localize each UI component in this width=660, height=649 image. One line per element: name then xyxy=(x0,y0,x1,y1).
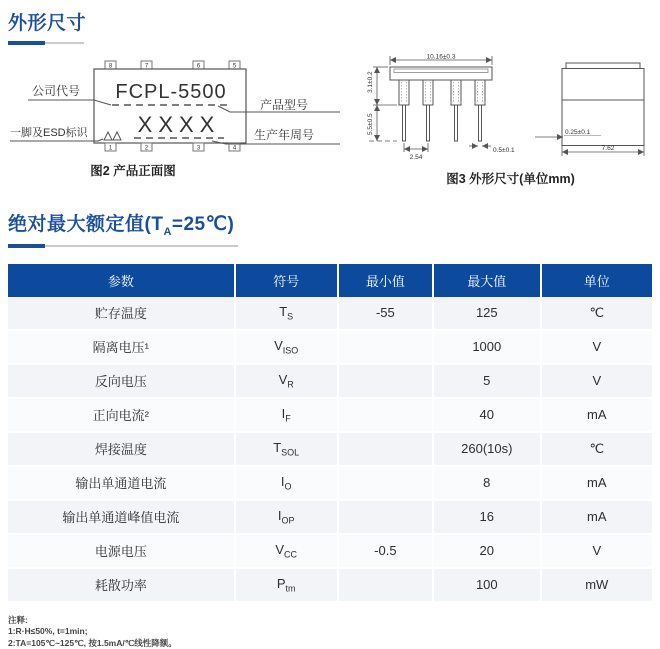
pin-number: 2 xyxy=(144,145,149,152)
cell-max: 16 xyxy=(433,500,541,534)
header-unit: 单位 xyxy=(541,264,652,297)
table-row xyxy=(8,398,652,432)
cell-max: 20 xyxy=(433,534,541,568)
section-title-absolute-max-ratings: 绝对最大额定值$(T_A=25℃)$ xyxy=(8,214,235,238)
footnotes xyxy=(8,615,652,649)
figures-row xyxy=(8,53,652,187)
cell-max: 100 xyxy=(433,568,541,602)
cell-unit: ℃ xyxy=(541,432,652,466)
cell-min xyxy=(338,432,433,466)
cell-min xyxy=(338,398,433,432)
table-row xyxy=(8,432,652,466)
date-code-marking: XXXX xyxy=(137,112,221,137)
cell-min xyxy=(338,568,433,602)
cell-parameter: 反向电压 xyxy=(8,364,235,398)
footnote-1: 1:R·H≤50%, t=1min; xyxy=(8,626,88,637)
part-number-marking: FCPL-5500 xyxy=(115,81,227,103)
cell-min xyxy=(338,330,433,364)
dim-standoff: 0.25±0.1 xyxy=(565,129,591,136)
cell-symbol: $I_{OP}$ xyxy=(235,500,338,534)
cell-symbol: $V_{ISO}$ xyxy=(235,330,338,364)
cell-min xyxy=(338,364,433,398)
cell-min xyxy=(338,466,433,500)
pin-number: 7 xyxy=(144,63,149,70)
section-divider xyxy=(8,244,238,248)
cell-parameter: 耗散功率 xyxy=(8,568,235,602)
table-row xyxy=(8,364,652,398)
section-divider xyxy=(8,41,84,45)
pin-number: 1 xyxy=(108,145,113,152)
table-row xyxy=(8,297,652,330)
cell-unit: mA xyxy=(541,466,652,500)
cell-parameter: 电源电压 xyxy=(8,534,235,568)
cell-parameter: 焊接温度 xyxy=(8,432,235,466)
table-row xyxy=(8,466,652,500)
cell-unit: ℃ xyxy=(541,297,652,330)
label-company-code: 公司代号 xyxy=(32,84,81,98)
cell-symbol: $V_R$ xyxy=(235,364,338,398)
dim-pitch: 2.54 xyxy=(409,154,423,161)
figure3-outline-dimensions xyxy=(363,53,658,187)
header-min: 最小值 xyxy=(338,264,433,297)
table-row xyxy=(8,568,652,602)
cell-symbol: $I_F$ xyxy=(235,398,338,432)
cell-unit: V xyxy=(541,364,652,398)
cell-unit: mA xyxy=(541,500,652,534)
cell-unit: mA xyxy=(541,398,652,432)
cell-max: 125 xyxy=(433,297,541,330)
cell-max: 1000 xyxy=(433,330,541,364)
label-product-model: 产品型号 xyxy=(260,98,309,112)
pin-number: 5 xyxy=(232,63,237,70)
pin-number: 4 xyxy=(232,145,237,152)
figure2-drawing-icon xyxy=(8,53,353,157)
cell-parameter: 贮存温度 xyxy=(8,297,235,330)
cell-parameter: 隔离电压¹ xyxy=(8,330,235,364)
cell-parameter: 正向电流² xyxy=(8,398,235,432)
dim-width: 10.16±0.3 xyxy=(426,53,456,61)
figure2-caption: 图2 产品正面图 xyxy=(90,164,176,178)
absolute-max-ratings-table xyxy=(8,264,652,603)
pin-number: 3 xyxy=(196,145,201,152)
cell-min: -55 xyxy=(338,297,433,330)
cell-max: 260(10s) xyxy=(433,432,541,466)
figure3-caption: 图3 外形尺寸(单位mm) xyxy=(446,172,575,186)
section-title-outline-dimensions: 外形尺寸 xyxy=(8,13,87,34)
cell-min: -0.5 xyxy=(338,534,433,568)
cell-symbol: $I_O$ xyxy=(235,466,338,500)
cell-symbol: $T_{SOL}$ xyxy=(235,432,338,466)
footnote-2: 2:TA=105℃~125℃, 按1.5mA/℃线性降额。 xyxy=(8,637,177,648)
cell-max: 5 xyxy=(433,364,541,398)
cell-unit: V xyxy=(541,330,652,364)
table-header-row xyxy=(8,264,652,297)
cell-unit: mW xyxy=(541,568,652,602)
label-pin1-esd: 一脚及ESD标识 xyxy=(10,127,88,139)
cell-parameter: 输出单通道电流 xyxy=(8,466,235,500)
label-year-week: 生产年周号 xyxy=(254,128,315,142)
footnote-title: 注释: xyxy=(8,614,28,625)
cell-max: 8 xyxy=(433,466,541,500)
figure2-product-front-view xyxy=(8,53,353,179)
figure3-drawing-icon xyxy=(363,53,658,165)
pin-number: 8 xyxy=(108,63,113,70)
table-row xyxy=(8,500,652,534)
table-row xyxy=(8,330,652,364)
pin-number: 6 xyxy=(196,63,201,70)
header-parameter: 参数 xyxy=(8,264,235,297)
cell-max: 40 xyxy=(433,398,541,432)
table-row xyxy=(8,534,652,568)
dim-row-spacing: 7.62 xyxy=(601,145,615,152)
dim-lead-width: 0.5±0.1 xyxy=(493,147,515,154)
dim-body-height: 3.1±0.2 xyxy=(367,71,374,93)
cell-symbol: $T_S$ xyxy=(235,297,338,330)
dim-lead-length: 5.5±0.5 xyxy=(367,113,374,135)
header-max: 最大值 xyxy=(433,264,541,297)
cell-parameter: 输出单通道峰值电流 xyxy=(8,500,235,534)
cell-min xyxy=(338,500,433,534)
cell-symbol: $V_{CC}$ xyxy=(235,534,338,568)
cell-unit: V xyxy=(541,534,652,568)
header-symbol: 符号 xyxy=(235,264,338,297)
cell-symbol: $P_{tm}$ xyxy=(235,568,338,602)
